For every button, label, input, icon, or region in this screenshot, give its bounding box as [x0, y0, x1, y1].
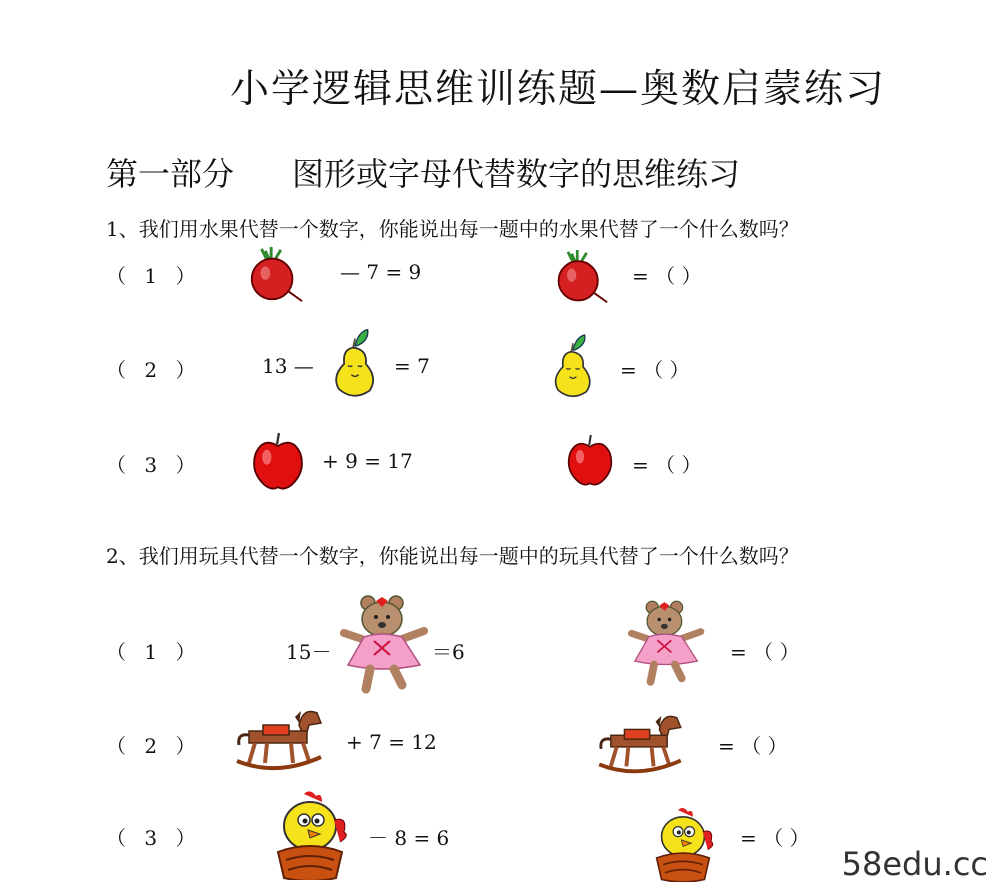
q1-row1-label: （ 1 ） — [106, 264, 202, 288]
q2-row1-expression: ＝6 — [432, 640, 465, 664]
q2-row1-answer: = （ ） — [730, 640, 800, 664]
q2-row1-prefix: 15－ — [286, 640, 332, 664]
q1-row2-prefix: 13 — — [262, 354, 314, 378]
section-heading — [106, 149, 740, 195]
pear-icon — [328, 322, 382, 402]
watermark: 58edu.cc — [841, 845, 988, 883]
teddy-bear-icon — [628, 596, 706, 688]
question-1-text: 1、我们用水果代替一个数字，你能说出每一题中的水果代替了一个什么数吗？ — [106, 217, 799, 241]
rocking-horse-icon — [594, 710, 684, 778]
q2-row3-expression: － 8 = 6 — [368, 826, 450, 850]
question-2-text: 2、我们用玩具代替一个数字，你能说出每一题中的玩具代替了一个什么数吗？ — [106, 544, 799, 568]
q1-row3-label: （ 3 ） — [106, 453, 202, 477]
q2-row3-label: （ 3 ） — [106, 826, 202, 850]
q2-row1-label: （ 1 ） — [106, 640, 202, 664]
q1-row2-label: （ 2 ） — [106, 358, 202, 382]
q1-row2-expression: = 7 — [394, 354, 430, 378]
section-topic: 图形或字母代替数字的思维练习 — [292, 155, 741, 193]
section-part: 第一部分 — [106, 155, 235, 193]
q1-row3-expression: + 9 = 17 — [322, 449, 413, 473]
q2-row3-answer: = （ ） — [740, 826, 810, 850]
q2-row2-answer: = （ ） — [718, 734, 788, 758]
q1-row3-answer: = （ ） — [632, 453, 702, 477]
q2-row2-label: （ 2 ） — [106, 734, 202, 758]
pear-icon — [548, 328, 598, 402]
radish-icon — [245, 247, 305, 305]
q2-row2-expression: + 7 = 12 — [346, 730, 437, 754]
apple-icon — [250, 430, 306, 492]
chick-icon — [270, 790, 350, 880]
q1-row1-answer: = （ ） — [632, 264, 702, 288]
rocking-horse-icon — [232, 705, 324, 775]
apple-icon — [565, 432, 615, 488]
radish-icon — [552, 250, 610, 306]
page-title: 小学逻辑思维训练题—奥数启蒙练习 — [230, 67, 887, 112]
q1-row2-answer: = （ ） — [620, 358, 690, 382]
q1-row1-expression: — 7 = 9 — [340, 260, 422, 284]
chick-icon — [650, 806, 716, 882]
teddy-bear-icon — [340, 592, 430, 694]
